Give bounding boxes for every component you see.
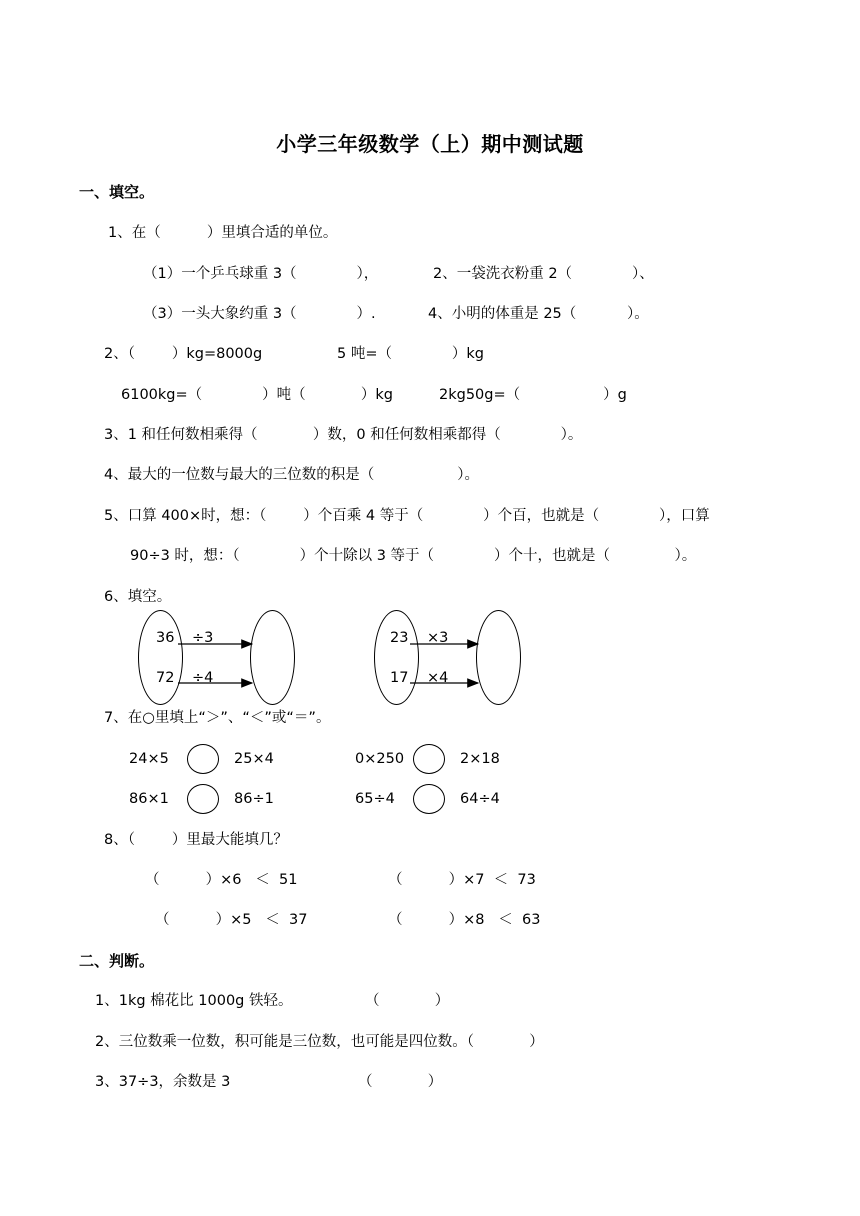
judge-blank-1[interactable]: （ ） [365,993,450,1009]
q1-item-b: 2、一袋洗衣粉重 2（ ）、 [433,266,654,282]
right-number-2: 17 [390,670,409,686]
compare-left-3: 86×1 [129,791,169,807]
compare-circle[interactable] [187,744,219,774]
q5-line1: 5、口算 400×时，想：（ ）个百乘 4 等于（ ）个百，也就是（ ），口算 [104,508,710,524]
q4-text: 4、最大的一位数与最大的三位数的积是（ ）。 [104,467,479,483]
judge-blank-3[interactable]: （ ） [358,1074,443,1090]
q2-item-b: 5 吨=（ ）kg [337,346,485,362]
q2-item-c: 6100kg=（ ）吨（ ）kg [121,387,393,403]
q1-item-c: （3）一头大象约重 3（ ）. [143,306,376,322]
left-op-2: ÷4 [192,670,214,686]
left-op-1: ÷3 [192,630,214,646]
q6-prompt: 6、填空。 [104,589,172,605]
judge-item-1: 1、1kg 棉花比 1000g 铁轻。 [95,993,293,1009]
q2-item-a: 2、（ ）kg=8000g [104,346,263,362]
q3-text: 3、1 和任何数相乘得（ ）数，0 和任何数相乘都得（ ）。 [104,427,583,443]
compare-circle[interactable] [187,784,219,814]
q8-row1-left: （ ）×6 ＜ 51 [145,872,298,888]
q8-row2-left: （ ）×5 ＜ 37 [155,912,308,928]
q1-item-d: 4、小明的体重是 25（ ）。 [428,306,649,322]
compare-right-1: 25×4 [234,751,274,767]
compare-right-2: 2×18 [460,751,500,767]
compare-right-4: 64÷4 [460,791,500,807]
compare-left-4: 65÷4 [355,791,395,807]
q1-item-a: （1）一个乒乓球重 3（ ）， [143,266,379,282]
q8-row2-right: （ ）×8 ＜ 63 [388,912,541,928]
compare-circle[interactable] [413,744,445,774]
section-heading-judge: 二、判断。 [79,952,155,970]
q7-prompt: 7、在○里填上“＞”、“＜”或“＝”。 [104,710,331,726]
section-heading-fill: 一、填空。 [79,183,155,201]
compare-left-1: 24×5 [129,751,169,767]
right-number-1: 23 [390,630,409,646]
right-op-1: ×3 [427,630,449,646]
right-op-2: ×4 [427,670,449,686]
q5-line2: 90÷3 时，想：（ ）个十除以 3 等于（ ）个十，也就是（ ）。 [130,548,697,564]
judge-item-3: 3、37÷3，余数是 3 [95,1074,231,1090]
page-title: 小学三年级数学（上）期中测试题 [276,132,584,156]
compare-left-2: 0×250 [355,751,405,767]
q2-item-d: 2kg50g=（ ）g [439,387,627,403]
q8-prompt: 8、（ ）里最大能填几？ [104,832,288,848]
q1-prompt: 1、在（ ）里填合适的单位。 [108,225,338,241]
left-number-2: 72 [156,670,175,686]
judge-item-2: 2、三位数乘一位数，积可能是三位数，也可能是四位数。（ ） [95,1034,544,1050]
q8-row1-right: （ ）×7 ＜ 73 [388,872,536,888]
compare-right-3: 86÷1 [234,791,274,807]
compare-circle[interactable] [413,784,445,814]
left-number-1: 36 [156,630,175,646]
